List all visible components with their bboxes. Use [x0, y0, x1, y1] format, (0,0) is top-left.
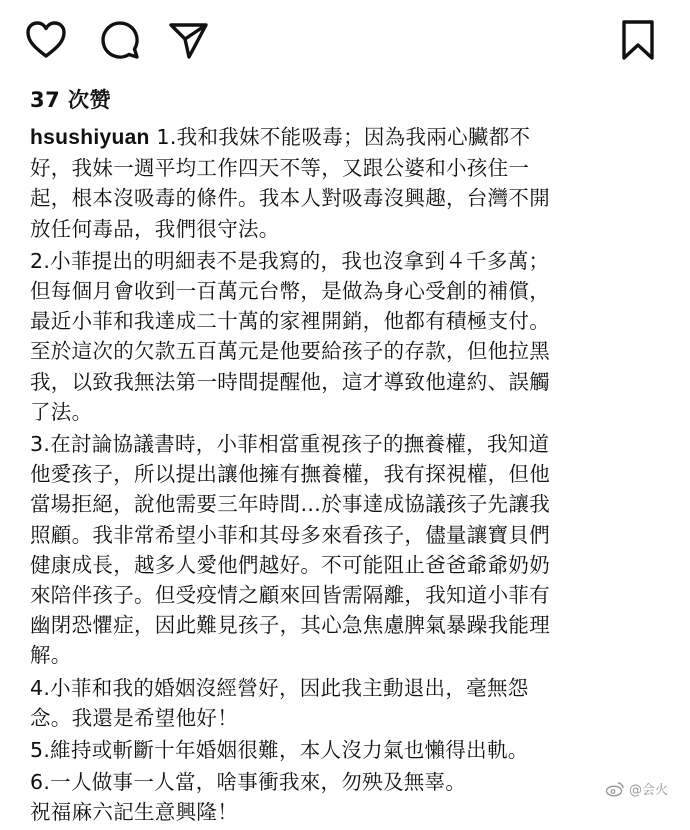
caption-paragraph	[30, 122, 670, 244]
post-caption	[30, 122, 670, 830]
watermark	[605, 779, 668, 798]
paper-plane-icon[interactable]	[166, 18, 210, 62]
username-link[interactable]: hsushiyuan	[30, 126, 150, 149]
caption-paragraph: 2.小菲提出的明細表不是我寫的，我也沒拿到４千多萬； 但每個月會收到一百萬元台幣，是做為身心受創的補償， 最近小菲和我達成二十萬的家裡開銷，他都有積極支付。 至於這次的欠款五百萬元是他要給孩子的存款，但他拉黑 我，以致我無法第一時間提醒他，這才導致他違約、誤觸 了法。	[30, 248, 550, 424]
bookmark-icon[interactable]	[616, 18, 660, 62]
caption-paragraph: 5.維持或斬斷十年婚姻很難，本人沒力氣也懶得出軌。	[30, 738, 529, 763]
comment-bubble-icon[interactable]	[98, 18, 142, 62]
weibo-logo-icon	[605, 781, 625, 797]
caption-paragraph: 6.一人做事一人當，啥事衝我來，勿殃及無辜。 祝福麻六記生意興隆！	[30, 770, 467, 825]
heart-icon[interactable]	[24, 18, 68, 62]
watermark-text: @会火	[628, 783, 668, 798]
post-action-bar	[0, 0, 690, 80]
caption-text: 1.我和我妹不能吸毒；因為我兩心臟都不 好，我妹一週平均工作四天不等，又跟公婆和小孩住一 起，根本沒吸毒的條件。我本人對吸毒沒興趣，台灣不開 放任何毒品，我們很守法。	[30, 125, 550, 241]
like-count[interactable]: 37 次赞	[30, 88, 112, 112]
caption-paragraph: 4.小菲和我的婚姻沒經營好，因此我主動退出，毫無怨 念。我還是希望他好！	[30, 675, 529, 730]
caption-paragraph: 3.在討論協議書時，小菲相當重視孩子的撫養權，我知道 他愛孩子，所以提出讓他擁有撫養權，我有探視權，但他 當場拒絕，說他需要三年時間…於事達成協議孩子先讓我 照顧。我非常希望小菲和其母多來看孩子，儘量讓寶貝們 健康成長，越多人愛他們越好。不可能阻止爸爸爺爺奶奶 來陪伴孩子。但受疫情之顧來回皆需隔離，我知道小菲有 幽閉恐懼症，因此難見孩子，其心急焦慮脾氣暴躁我能理 解。	[30, 432, 550, 668]
